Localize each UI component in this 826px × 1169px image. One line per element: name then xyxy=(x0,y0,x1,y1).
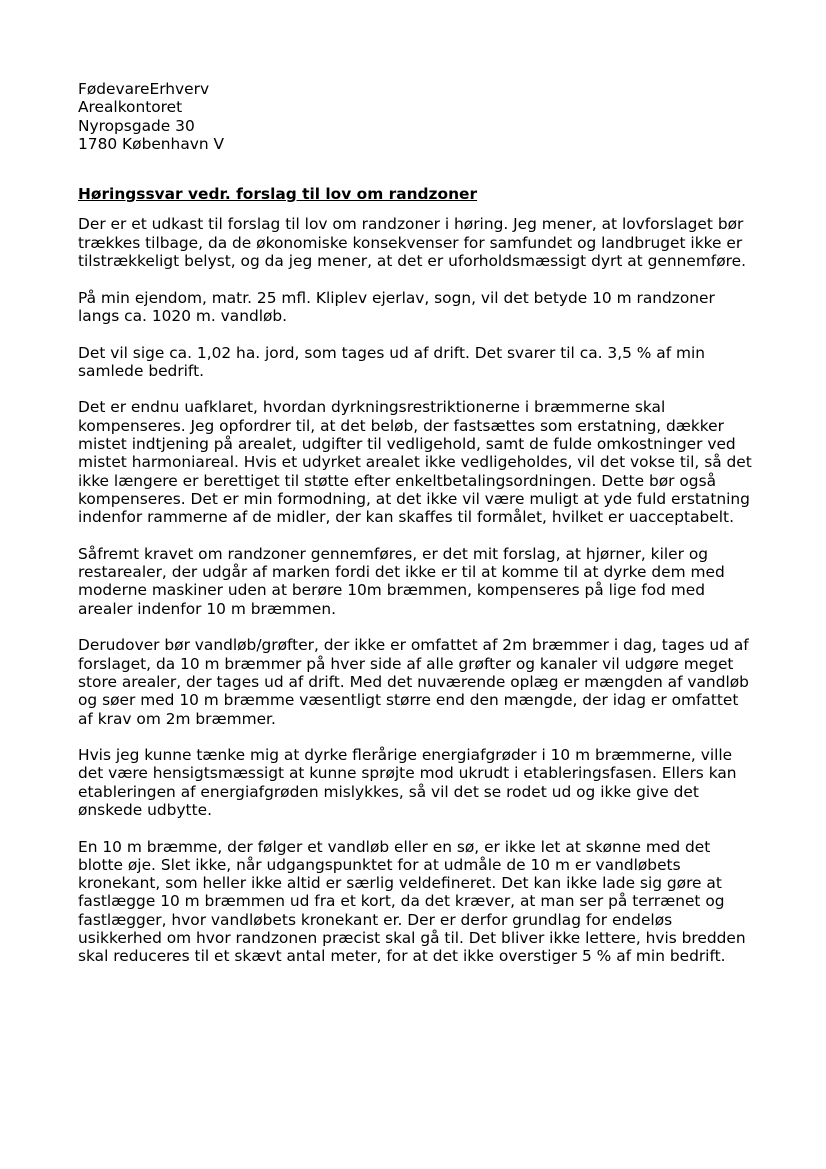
letter-page xyxy=(78,80,754,984)
recipient-address xyxy=(78,80,754,153)
address-line-city: 1780 København V xyxy=(78,134,225,153)
paragraph-8: En 10 m bræmme, der følger et vandløb eller en sø, er ikke let at skønne med det blotte øje. Slet ikke, når udgangspunktet for at udmåle de 10 m er vandløbets kronekant, som heller ikke altid er særlig veldefineret. Det kan ikke lade sig gøre at fastlægge 10 m bræmmen ud fra et kort, da det kræver, at man ser på terrænet og fastlægger, hvor vandløbets kronekant er. Der er derfor grundlag for endeløs usikkerhed om hvor randzonen præcist skal gå til. Det bliver ikke lettere, hvis bredden skal reduceres til et skævt antal meter, for at det ikke overstiger 5 % af min bedrift. xyxy=(78,837,746,966)
letter-body xyxy=(78,215,754,965)
paragraph-3: Det vil sige ca. 1,02 ha. jord, som tages ud af drift. Det svarer til ca. 3,5 % af min samlede bedrift. xyxy=(78,343,706,380)
paragraph-4: Det er endnu uafklaret, hvordan dyrkningsrestriktionerne i bræmmerne skal kompenseres. Jeg opfordrer til, at det beløb, der fastsættes som erstatning, dækker mistet indtjening på arealet, udgifter til vedligehold, samt de fulde omkostninger ved mistet harmoniareal. Hvis et udyrket arealet ikke vedligeholdes, vil det vokse til, så det ikke længere er berettiget til støtte efter enkeltbetalingsordningen. Dette bør også kompenseres. Det er min formodning, at det ikke vil være muligt at yde fuld erstatning indenfor rammerne af de midler, der kan skaffes til formålet, hvilket er uacceptabelt. xyxy=(78,398,752,527)
letter-subject: Høringssvar vedr. forslag til lov om randzoner xyxy=(78,185,478,204)
paragraph-6: Derudover bør vandløb/grøfter, der ikke er omfattet af 2m bræmmer i dag, tages ud af forslaget, da 10 m bræmmer på hver side af alle grøfter og kanaler vil udgøre meget store arealer, der tages ud af drift. Med det nuværende oplæg er mængden af vandløb og søer med 10 m bræmme væsentligt større end den mængde, der idag er omfattet af krav om 2m bræmmer. xyxy=(78,636,749,728)
paragraph-7: Hvis jeg kunne tænke mig at dyrke flerårige energiafgrøder i 10 m bræmmerne, ville det være hensigtsmæssigt at kunne sprøjte mod ukrudt i etableringsfasen. Ellers kan etableringen af energiafgrøden mislykkes, så vil det se rodet ud og ikke give det ønskede udbytte. xyxy=(78,746,737,819)
address-line-department: Arealkontoret xyxy=(78,98,183,117)
paragraph-2: På min ejendom, matr. 25 mfl. Kliplev ejerlav, sogn, vil det betyde 10 m randzoner langs ca. 1020 m. vandløb. xyxy=(78,288,715,325)
paragraph-1: Der er et udkast til forslag til lov om randzoner i høring. Jeg mener, at lovforslaget bør trækkes tilbage, da de økonomiske konsekvenser for samfundet og landbruget ikke er tilstrækkeligt belyst, og da jeg mener, at det er uforholdsmæssigt dyrt at gennemføre. xyxy=(78,215,746,271)
address-line-street: Nyropsgade 30 xyxy=(78,116,195,135)
address-line-organization: FødevareErhverv xyxy=(78,80,210,98)
paragraph-5: Såfremt kravet om randzoner gennemføres, er det mit forslag, at hjørner, kiler og restarealer, der udgår af marken fordi det ikke er til at komme til at dyrke dem med moderne maskiner uden at berøre 10m bræmmen, kompenseres på lige fod med arealer indenfor 10 m bræmmen. xyxy=(78,544,725,618)
